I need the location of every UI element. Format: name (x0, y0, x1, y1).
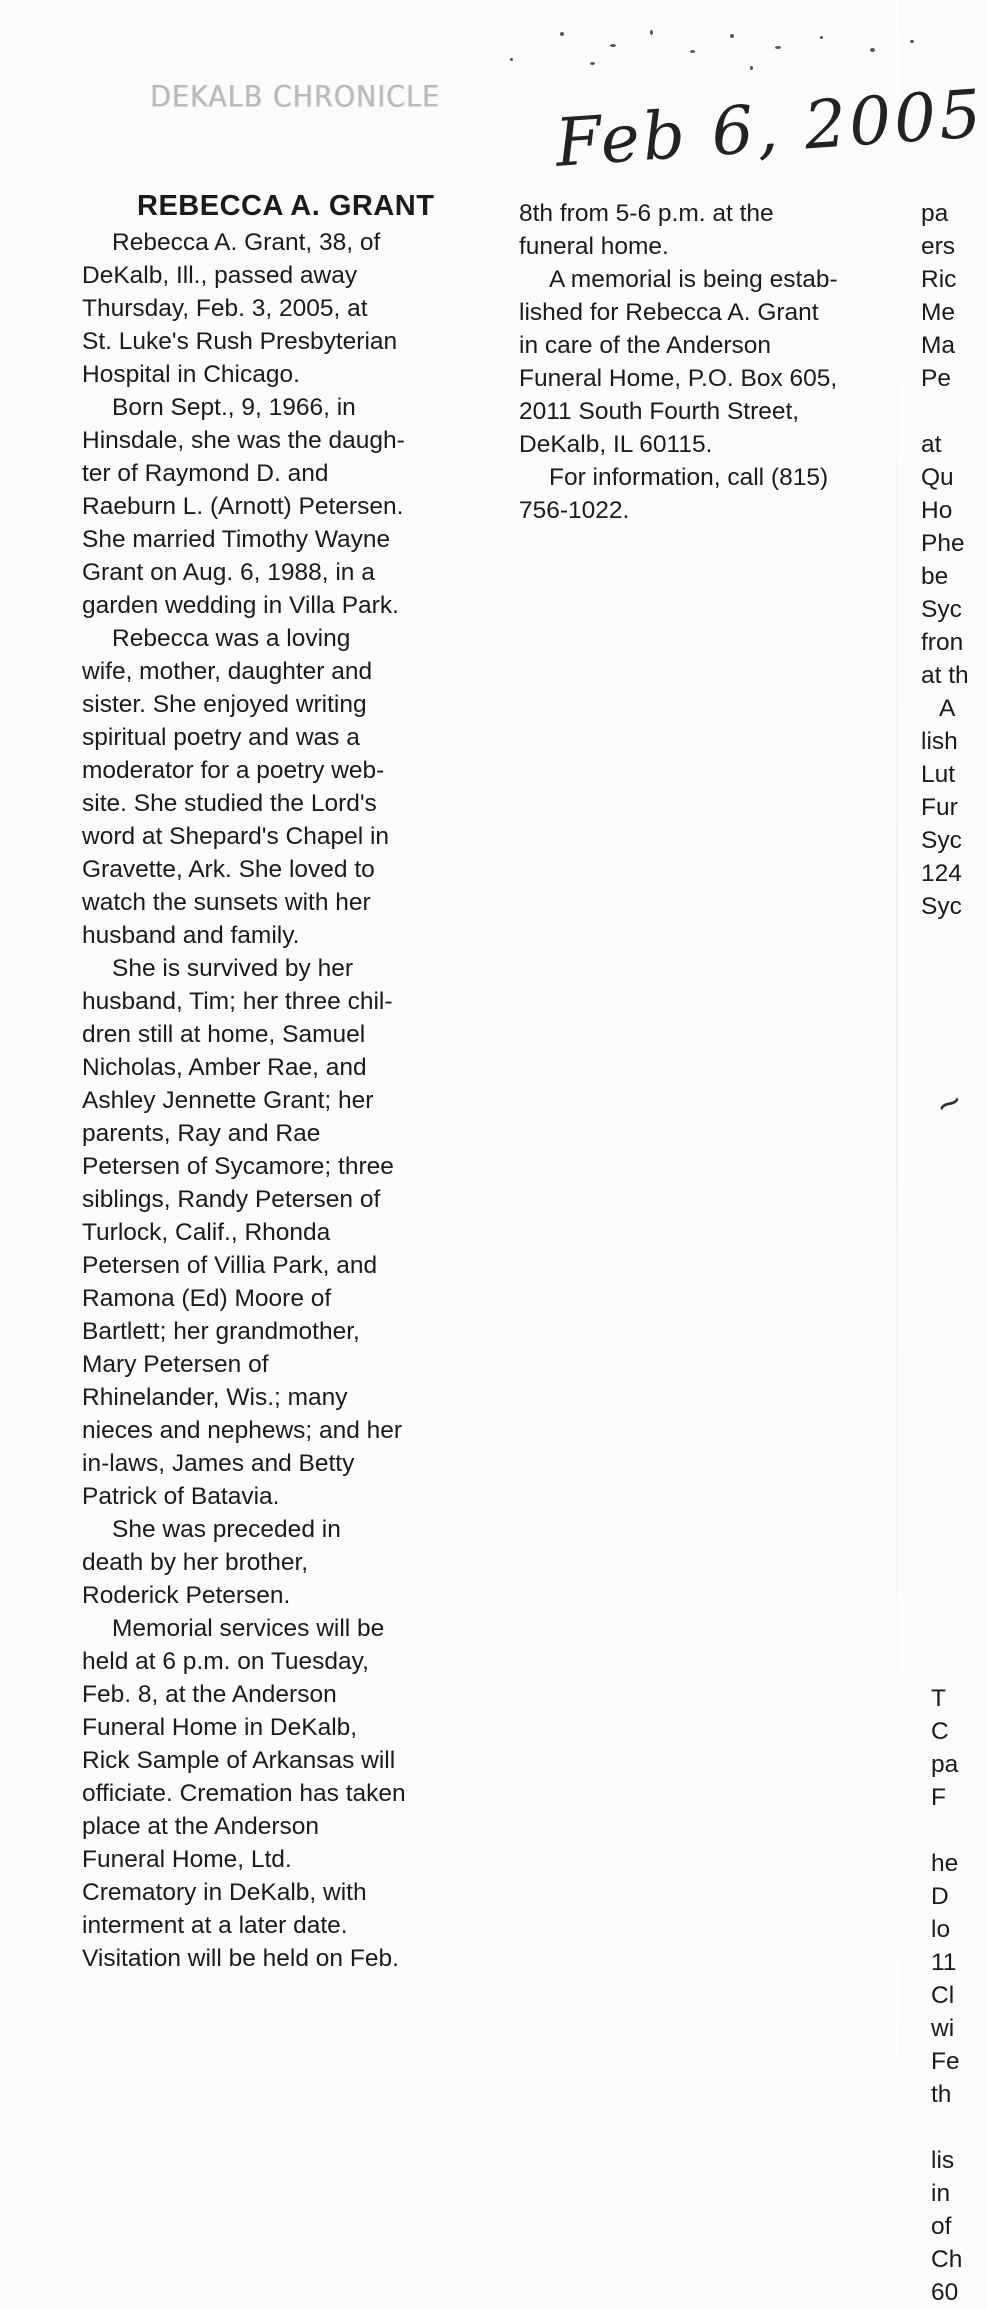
fragment-line: Cl (931, 1982, 955, 2009)
text-line: Petersen of Villia Park, and (82, 1252, 378, 1279)
text-line: 2011 South Fourth Street, (519, 398, 800, 425)
text-line: siblings, Randy Petersen of (82, 1186, 381, 1213)
text-line: in care of the Anderson (519, 332, 771, 359)
fragment-line: Fe (931, 2048, 960, 2075)
text-line: held at 6 p.m. on Tuesday, (82, 1648, 369, 1675)
adjacent-article-fragment-lower (931, 1682, 964, 2309)
text-line: Feb. 8, at the Anderson (82, 1681, 337, 1708)
text-line: lished for Rebecca A. Grant (519, 299, 819, 326)
obituary-column-1 (82, 188, 434, 1975)
fragment-line: D (931, 1883, 949, 1910)
text-line: spiritual poetry and was a (82, 724, 360, 751)
fragment-line: Ma (921, 332, 956, 359)
fragment-line: lis (931, 2147, 955, 2174)
fragment-line: Qu (921, 464, 954, 491)
text-line: site. She studied the Lord's (82, 790, 377, 817)
text-line: moderator for a poetry web- (82, 757, 385, 784)
text-line: parents, Ray and Rae (82, 1120, 321, 1147)
fragment-line: 124 (921, 860, 962, 887)
text-line: Patrick of Batavia. (82, 1483, 280, 1510)
text-line: interment at a later date. (82, 1912, 348, 1939)
text-line: death by her brother, (82, 1549, 309, 1576)
fragment-upper-text (921, 197, 969, 923)
text-line: nieces and nephews; and her (82, 1417, 403, 1444)
text-line: Crematory in DeKalb, with (82, 1879, 367, 1906)
fragment-line: pa (931, 1751, 959, 1778)
text-line: officiate. Cremation has taken (82, 1780, 406, 1807)
fragment-line: ers (921, 233, 956, 260)
fragment-line: in (931, 2180, 951, 2207)
fragment-line: Me (921, 299, 956, 326)
fragment-line: he (931, 1850, 959, 1877)
text-line: DeKalb, Ill., passed away (82, 262, 358, 289)
fragment-line: Ric (921, 266, 957, 293)
fragment-line: F (931, 1784, 946, 1811)
text-line: husband, Tim; her three chil- (82, 988, 393, 1015)
text-line: Visitation will be held on Feb. (82, 1945, 399, 1972)
text-line: She is survived by her (112, 955, 354, 982)
fragment-line: fron (921, 629, 964, 656)
text-line: Raeburn L. (Arnott) Petersen. (82, 493, 404, 520)
obituary-headline: REBECCA A. GRANT (137, 190, 435, 222)
text-line: For information, call (815) (549, 464, 829, 491)
fragment-line: at (921, 431, 942, 458)
text-line: She married Timothy Wayne (82, 526, 391, 553)
text-line: St. Luke's Rush Presbyterian (82, 328, 398, 355)
fragment-line: C (931, 1718, 949, 1745)
fragment-line: pa (921, 200, 949, 227)
fragment-line: 11 (931, 1949, 957, 1976)
fragment-line (921, 395, 964, 428)
column-1-text (82, 226, 434, 1975)
text-line: in-laws, James and Betty (82, 1450, 355, 1477)
text-line: Rick Sample of Arkansas will (82, 1747, 396, 1774)
text-line: Hinsdale, she was the daugh- (82, 427, 405, 454)
fragment-line: wi (931, 2015, 955, 2042)
text-line: wife, mother, daughter and (82, 658, 373, 685)
text-line: Ramona (Ed) Moore of (82, 1285, 332, 1312)
text-line: Born Sept., 9, 1966, in (112, 394, 356, 421)
text-line: garden wedding in Villa Park. (82, 592, 399, 619)
fragment-line: Lut (921, 761, 956, 788)
fragment-line: lo (931, 1916, 951, 1943)
fragment-line: lish (921, 728, 958, 755)
column-2-text (519, 197, 838, 527)
fragment-line: Syc (921, 893, 962, 920)
text-line: dren still at home, Samuel (82, 1021, 366, 1048)
fragment-line: 60 (931, 2279, 959, 2306)
text-line: DeKalb, IL 60115. (519, 431, 713, 458)
text-line: Nicholas, Amber Rae, and (82, 1054, 367, 1081)
text-line: She was preceded in (112, 1516, 341, 1543)
text-line: Rebecca was a loving (112, 625, 351, 652)
obituary-column-2 (519, 197, 838, 527)
text-line: place at the Anderson (82, 1813, 320, 1840)
handwritten-date: Feb 6, 2005 (552, 75, 987, 182)
ink-mark: ~ (928, 1079, 971, 1129)
text-line: Mary Petersen of (82, 1351, 269, 1378)
page-fold-shadow (896, 0, 898, 2055)
fragment-line: of (931, 2213, 952, 2240)
fragment-line: Ho (921, 497, 953, 524)
text-line: Bartlett; her grandmother, (82, 1318, 360, 1345)
fragment-line (931, 1814, 964, 1847)
text-line: funeral home. (519, 233, 669, 260)
adjacent-article-fragment-upper (921, 197, 969, 923)
fragment-line: Fur (921, 794, 958, 821)
text-line: Gravette, Ark. She loved to (82, 856, 375, 883)
text-line: 756-1022. (519, 497, 630, 524)
fragment-line: be (921, 563, 949, 590)
fragment-line: at th (921, 662, 969, 689)
fragment-line: th (931, 2081, 952, 2108)
fragment-line: T (931, 1685, 946, 1712)
text-line: Ashley Jennette Grant; her (82, 1087, 374, 1114)
fragment-line (931, 2111, 964, 2144)
text-line: husband and family. (82, 922, 300, 949)
text-line: word at Shepard's Chapel in (82, 823, 390, 850)
text-line: Rebecca A. Grant, 38, of (112, 229, 381, 256)
text-line: Thursday, Feb. 3, 2005, at (82, 295, 368, 322)
text-line: sister. She enjoyed writing (82, 691, 367, 718)
text-line: Funeral Home in DeKalb, (82, 1714, 358, 1741)
text-line: Roderick Petersen. (82, 1582, 291, 1609)
fragment-line: Phe (921, 530, 965, 557)
text-line: Turlock, Calif., Rhonda (82, 1219, 331, 1246)
received-stamp-smudge (490, 22, 960, 82)
text-line: Hospital in Chicago. (82, 361, 300, 388)
fragment-line: Syc (921, 827, 962, 854)
text-line: Grant on Aug. 6, 1988, in a (82, 559, 375, 586)
fragment-line: Ch (931, 2246, 963, 2273)
text-line: Memorial services will be (112, 1615, 385, 1642)
text-line: Funeral Home, P.O. Box 605, (519, 365, 838, 392)
text-line: A memorial is being estab- (549, 266, 838, 293)
text-line: Funeral Home, Ltd. (82, 1846, 292, 1873)
fragment-lower-text (931, 1682, 964, 2309)
fragment-line: A (939, 695, 956, 722)
fragment-line: Syc (921, 596, 962, 623)
text-line: watch the sunsets with her (82, 889, 371, 916)
text-line: 8th from 5-6 p.m. at the (519, 200, 774, 227)
text-line: ter of Raymond D. and (82, 460, 329, 487)
text-line: Petersen of Sycamore; three (82, 1153, 394, 1180)
newspaper-masthead: DEKALB CHRONICLE (150, 80, 440, 115)
text-line: Rhinelander, Wis.; many (82, 1384, 348, 1411)
fragment-line: Pe (921, 365, 951, 392)
